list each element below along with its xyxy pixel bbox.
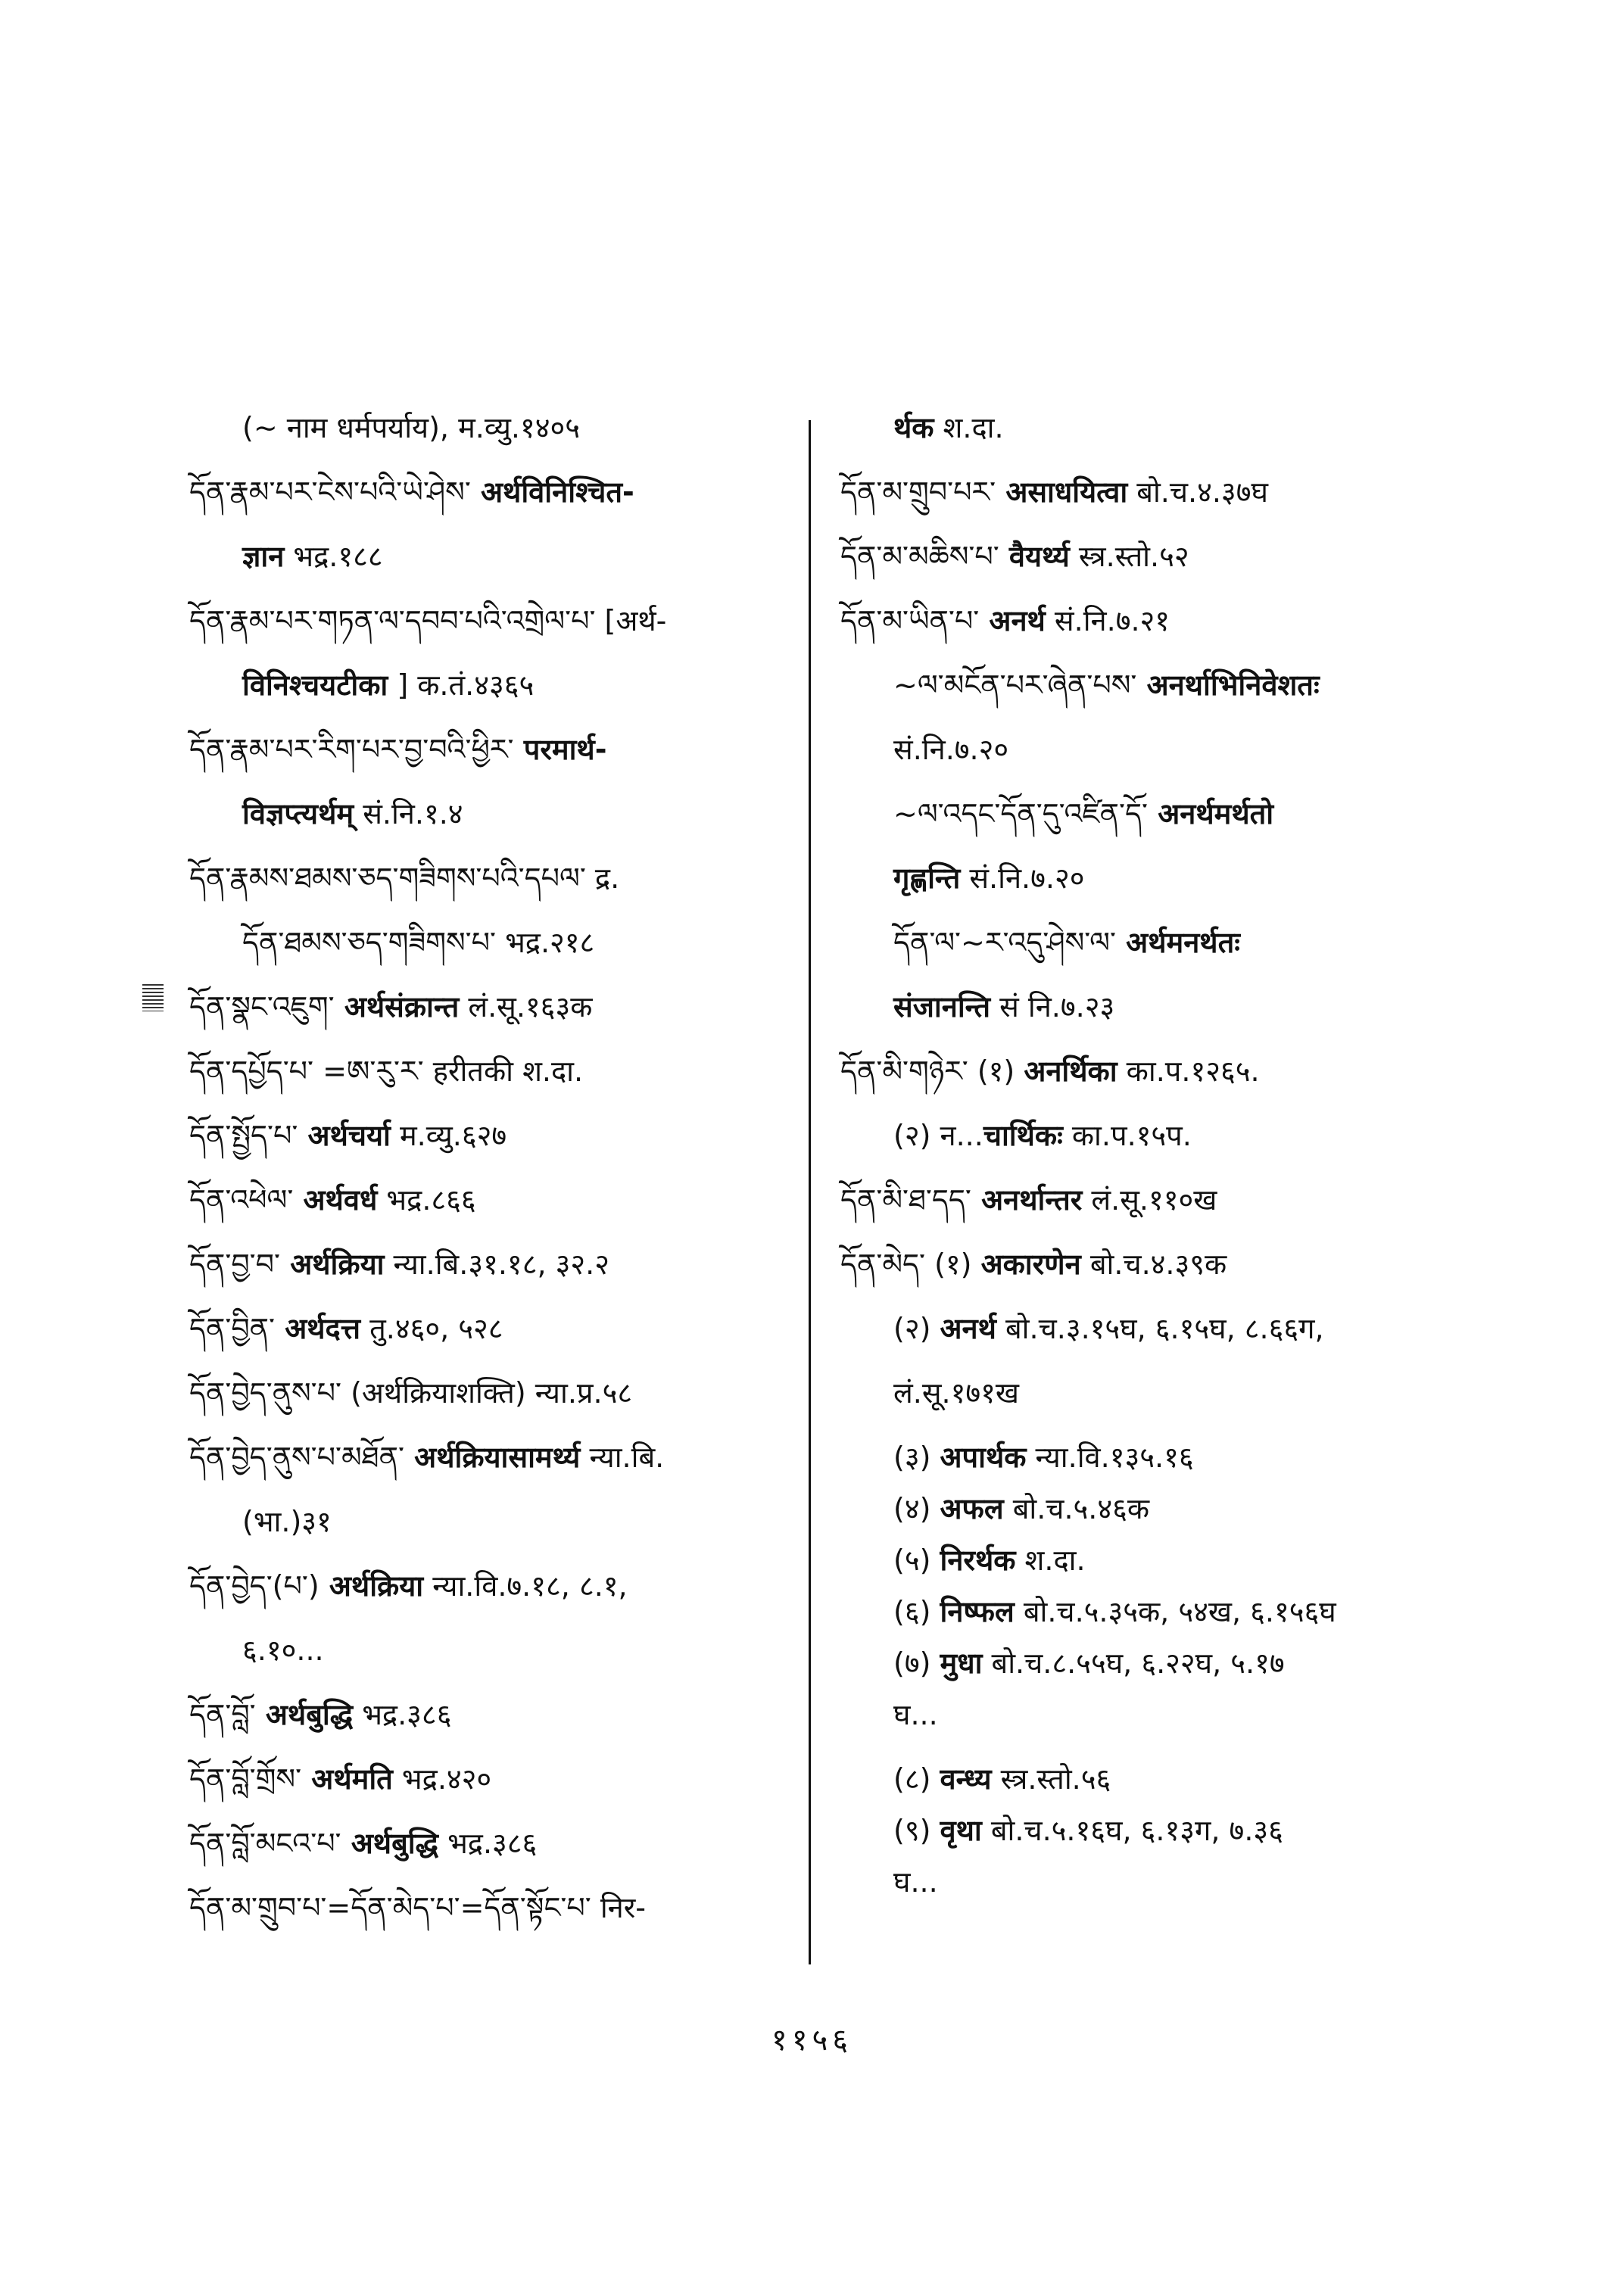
entry-line [893,1863,1446,1901]
entry-line [893,859,1446,897]
tibetan-headword: དོན་མི་གཉེར་ [840,1055,968,1088]
entry-line [189,1181,787,1219]
reference-text: सं.नि.१.४ [354,797,463,830]
entry-line [242,1503,787,1541]
reference-text: बो.च.५.४६क [1003,1492,1150,1525]
reference-text: का.प.१२६५. [1117,1055,1260,1088]
entry-line [189,1052,787,1090]
entry-line [189,988,787,1026]
entry-line [189,473,787,511]
entry-line [893,666,1446,704]
entry-line [893,1593,1446,1631]
reference-text: लं.सू.१७१ख [893,1376,1019,1410]
tibetan-headword: དོན་བློ་ [189,1698,256,1731]
reference-text: (३) [893,1441,940,1474]
sanskrit-term: अर्थविनिश्चित- [470,475,634,509]
sanskrit-term: निरर्थक [940,1544,1016,1577]
tibetan-headword: དོན་རྣམ་པར་གཏན་ལ་དབབ་པའི་འགྲེལ་པ་ [189,604,596,637]
reference-text: घ... [893,1698,938,1731]
sanskrit-term: मुधा [940,1647,983,1680]
reference-text: भद्र.२१८ [495,926,595,959]
entry-line [189,1567,787,1605]
entry-line [893,1812,1446,1849]
page-number: ११५६ [771,2023,853,2058]
reference-text: न्या.बि.३१.१८, ३२.२ [384,1248,609,1281]
entry-line [189,1117,787,1154]
left-column [189,409,787,1953]
sanskrit-term: अर्थचर्या [298,1119,391,1152]
sanskrit-term: वृथा [940,1814,982,1847]
reference-text: सं.नि.७.२० [893,733,1009,766]
reference-text: (~ नाम धर्मपर्याय), म.व्यु.१४०५ [242,411,581,444]
reference-text: (१) [968,1055,1024,1088]
entry-line [893,1644,1446,1682]
entry-line [189,1438,787,1476]
sanskrit-term: विज्ञप्त्यर्थम् [242,797,354,830]
reference-text: न्या.वि.७.१८, ८.१, [423,1569,628,1603]
sanskrit-term: अर्थक्रिया [280,1248,385,1281]
reference-text: न्या.वि.१३५.१६ [1026,1441,1194,1474]
sanskrit-term: संजानन्ति [893,990,991,1023]
sanskrit-term: अनर्थ [940,1312,996,1345]
entry-line [893,1117,1446,1154]
sanskrit-term: अर्थक्रियासामर्थ्य [404,1441,581,1474]
sanskrit-term: अनर्थिका [1024,1055,1117,1088]
reference-text: घ... [893,1865,938,1899]
tibetan-headword: དོན་བློ་མངའ་པ་ [189,1827,341,1860]
reference-text: तु.४६०, ५२८ [360,1312,503,1345]
reference-text: [अर्थ- [595,604,667,637]
tibetan-headword: དོན་མེད་ [840,1248,925,1281]
sanskrit-term: अर्थबुद्धि [341,1827,438,1860]
sanskrit-term: अर्थक्रिया [319,1569,424,1603]
tibetan-headword: དོན་སྣང་འཇུག་ [189,990,335,1023]
reference-text: (५) [893,1544,940,1577]
reference-text: का.प.१५प. [1062,1119,1192,1152]
sanskrit-term: अर्थबुद्धि [255,1698,354,1731]
sanskrit-term: वैयर्थ्य [999,540,1070,573]
tibetan-headword: དོན་མ་གྲུབ་པ་=དོན་མེད་པ་=དོན་སྟོང་པ་ [189,1891,591,1924]
entry-line [242,409,787,447]
sanskrit-term: अर्थवर्ध [293,1183,378,1217]
sanskrit-term: अफल [940,1492,1004,1525]
entry-line [242,666,787,704]
entry-line [893,1374,1446,1412]
entry-line [840,602,1446,640]
tibetan-headword: དོན་འཕེལ་ [189,1183,294,1217]
reference-text: बो.च.३.१५घ, ६.१५घ, ८.६६ग, [996,1312,1324,1345]
entry-line [893,1541,1446,1579]
reference-text: ] क.तं.४३६५ [388,668,535,702]
reference-text: लं.सू.१६३क [459,990,593,1023]
entry-line [840,1052,1446,1090]
reference-text: बो.च.४.३९क [1080,1248,1227,1281]
sanskrit-term: चार्थिकः [983,1119,1063,1152]
tibetan-headword: དོན་བྱེད་ནུས་པ་མཐོན་ [189,1441,404,1474]
sanskrit-term: अपार्थक [940,1441,1027,1474]
reference-text: स्त्र.स्तो.५६ [991,1762,1111,1796]
reference-text: (८) [893,1762,940,1796]
reference-text: (७) [893,1647,940,1680]
entry-line [189,1310,787,1347]
entry-line [189,859,787,897]
entry-line [893,1490,1446,1528]
reference-text: श.दा. [1015,1544,1086,1577]
entry-line [893,1438,1446,1476]
reference-text: श.दा. [934,411,1004,444]
reference-text: लं.सू.११०ख [1082,1183,1217,1217]
reference-text: (४) [893,1492,940,1525]
entry-line [242,1631,787,1669]
entry-line [189,1760,787,1798]
tibetan-headword: དོན་སྤྱོད་པ་ [189,1119,298,1152]
reference-text: बो.च.४.३७घ [1127,475,1268,509]
reference-text: निर- [591,1891,647,1924]
reference-text: भद्र.४२० [392,1762,492,1796]
sanskrit-term: अनर्थ [979,604,1046,637]
entry-line [893,409,1446,447]
sanskrit-term: परमार्थ- [513,733,607,766]
reference-text: (२) [893,1312,940,1345]
margin-mark [142,984,164,1011]
reference-text: स्त्र.स्तो.५२ [1069,540,1189,573]
tibetan-headword: དོན་བྱེད་ནུས་པ་ [189,1376,341,1410]
sanskrit-term: अकारणेन [980,1248,1081,1281]
tibetan-headword: དོན་རྣམ་པར་རིག་པར་བྱ་བའི་ཕྱིར་ [189,733,514,766]
entry-line [242,924,787,961]
entry-line [840,1245,1446,1283]
entry-line [189,1889,787,1927]
entry-line [840,1181,1446,1219]
reference-text: =ཨ་རུ་ར་ हरीतकी श.दा. [313,1055,584,1088]
entry-line [242,537,787,575]
reference-text: बो.च.५.१६घ, ६.१३ग, ७.३६ [981,1814,1283,1847]
tibetan-headword: དོན་བྱིན་ [189,1312,276,1345]
entry-line [893,1696,1446,1734]
column-divider [809,420,811,1964]
sanskrit-term: असाधयित्वा [996,475,1128,509]
entry-line [893,795,1446,833]
entry-line [893,988,1446,1026]
reference-text: (१) [925,1248,981,1281]
entry-line [189,602,787,640]
reference-text: (भा.)३१ [242,1505,332,1538]
entry-line [189,1824,787,1862]
tibetan-headword: དོན་རྣམ་པར་ངེས་པའི་ཡེ་ཤེས་ [189,475,471,509]
reference-text: सं.नि.७.२० [960,861,1085,895]
sanskrit-term: वन्ध्य [940,1762,992,1796]
sanskrit-term: अनर्थान्तर [971,1183,1083,1217]
reference-text: भद्र.१८८ [284,540,383,573]
tibetan-headword: དོན་མ་གྲུབ་པར་ [840,475,996,509]
tibetan-headword: དོན་ཐམས་ཅད་གཟིགས་པ་ [242,926,496,959]
reference-text: (अर्थक्रियाशक्ति) न्या.प्र.५८ [341,1376,633,1410]
entry-line [840,537,1446,575]
sanskrit-term: अर्थदत्त [275,1312,360,1345]
tibetan-headword: དོན་མ་མཆིས་པ་ [840,540,999,573]
reference-text: ६.१०... [242,1634,324,1667]
entry-line [893,1760,1446,1798]
entry-line [189,731,787,768]
reference-text: भद्र.३८६ [438,1827,538,1860]
reference-text: बो.च.८.५५घ, ६.२२घ, ५.१७ [982,1647,1285,1680]
entry-line [893,1310,1446,1347]
sanskrit-term: अनर्थाभिनिवेशतः [1136,668,1320,702]
entry-line [893,731,1446,768]
sanskrit-term: विनिश्चयटीका [242,668,388,702]
entry-line [189,1374,787,1412]
reference-text: बो.च.५.३५क, ५४ख, ६.१५६घ [1014,1595,1336,1628]
sanskrit-term: अर्थमति [301,1762,393,1796]
entry-line [189,1245,787,1283]
tibetan-headword: དོན་བྱ་བ་ [189,1248,281,1281]
sanskrit-term: अर्थमनर्थतः [1115,926,1240,959]
tibetan-headword: ~ལ་མངོན་པར་ཞེན་པས་ [893,668,1137,702]
tibetan-headword: དོན་བྱེད་(པ་) [189,1569,320,1603]
sanskrit-term: निष्फल [940,1595,1015,1628]
reference-text: भद्र.८६६ [377,1183,476,1217]
reference-text: न्या.बि. [580,1441,665,1474]
tibetan-headword: ~ལ་འདང་དོན་དུ་འཛིན་དོ་ [893,797,1148,830]
tibetan-headword: དོན་རྣམས་ཐམས་ཅད་གཟིགས་པའི་དཔལ་ [189,861,586,895]
sanskrit-term: ज्ञान [242,540,285,573]
reference-text: भद्र.३८६ [353,1698,452,1731]
sanskrit-term: अनर्थमर्थतो [1147,797,1274,830]
entry-line [840,473,1446,511]
reference-text: (६) [893,1595,940,1628]
right-column [840,409,1446,1927]
sanskrit-term: गृह्णन्ति [893,861,961,895]
reference-text: (२) न... [893,1119,983,1152]
entry-line [189,1696,787,1734]
tibetan-headword: དོན་བློ་གྲོས་ [189,1762,302,1796]
entry-line [893,924,1446,961]
reference-text: सं नि.७.२३ [990,990,1115,1023]
reference-text: (९) [893,1814,940,1847]
reference-text: म.व्यु.६२७ [390,1119,507,1152]
reference-text: सं.नि.७.२१ [1045,604,1170,637]
tibetan-headword: དོན་དཔྱོད་པ་ [189,1055,314,1088]
entry-line [242,795,787,833]
tibetan-headword: དོན་ལ་~ར་འདུ་ཤེས་ལ་ [893,926,1116,959]
tibetan-headword: དོན་མ་ཡིན་པ་ [840,604,980,637]
tibetan-headword: དོན་མི་ཐ་དད་ [840,1183,971,1217]
sanskrit-term: र्थक [893,411,934,444]
reference-text: द्र. [585,861,620,895]
sanskrit-term: अर्थसंक्रान्त [334,990,460,1023]
